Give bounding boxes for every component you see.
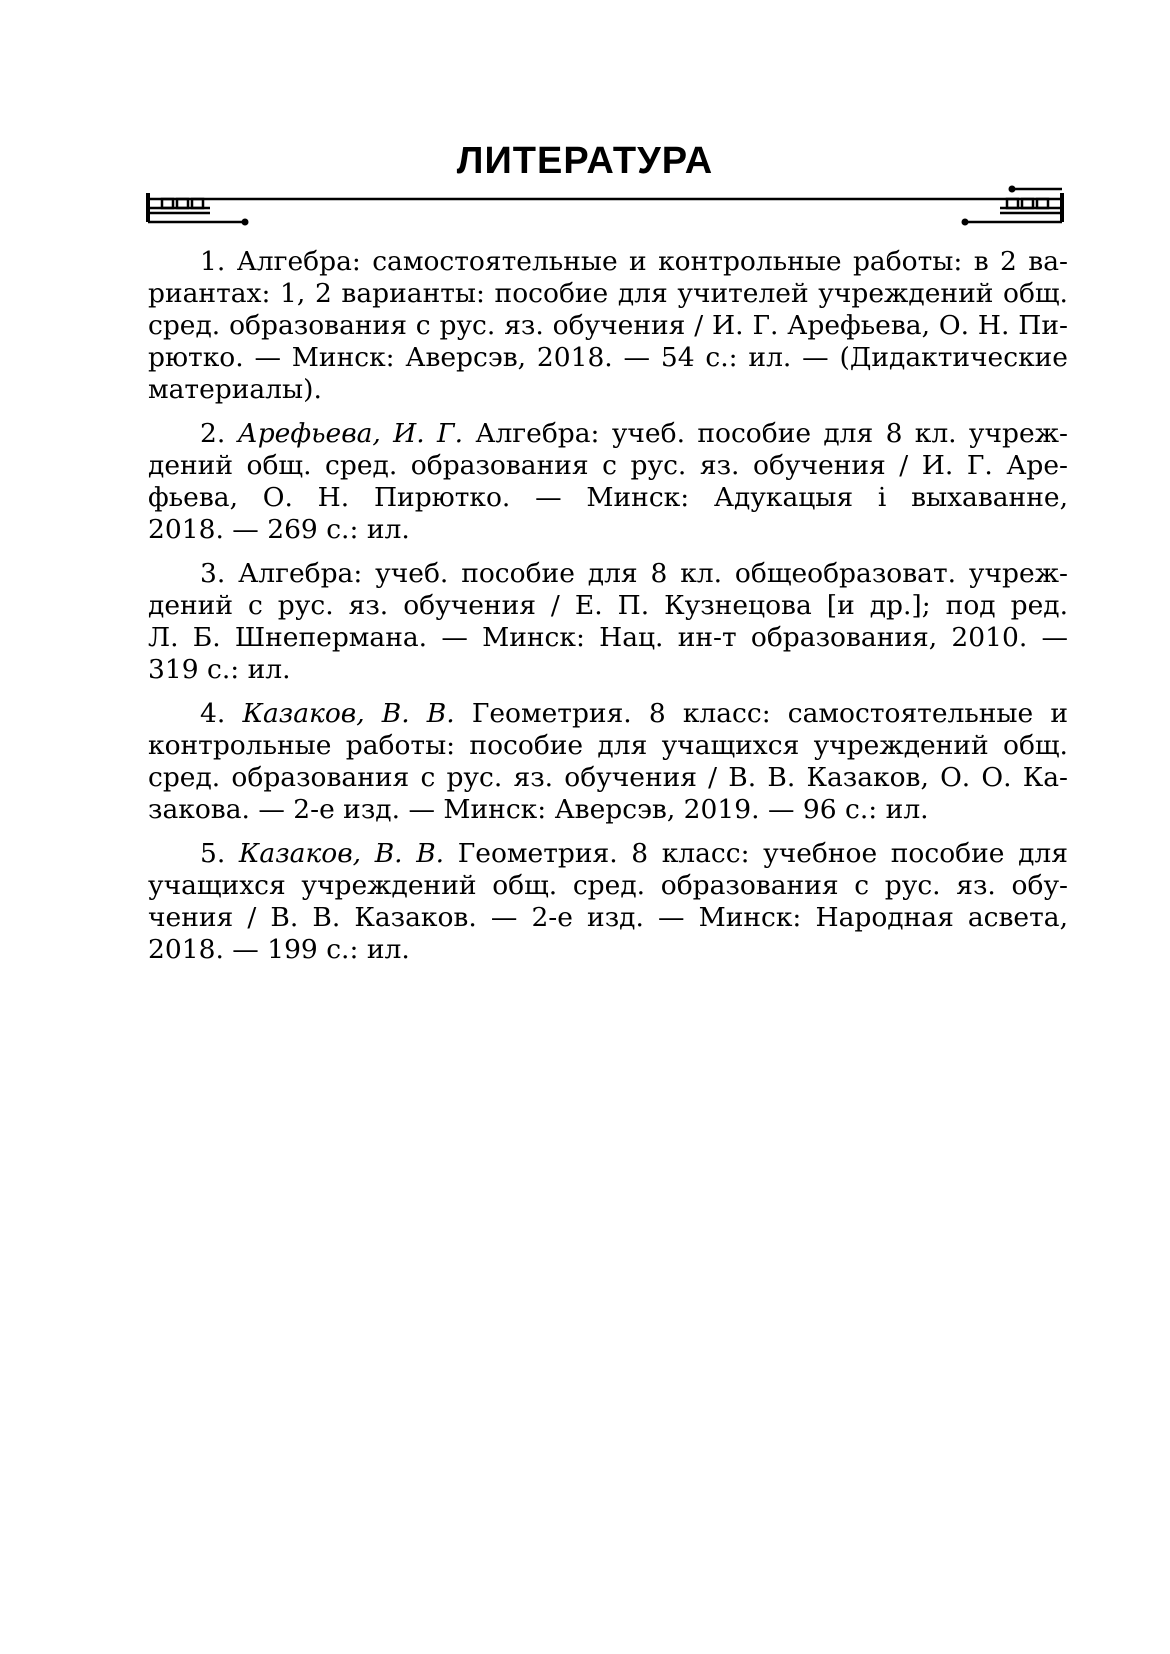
bibliography-entry [148,838,1068,966]
entry-line [148,730,1068,762]
entry-text: риантах: 1, 2 варианты: пособие для учителей учреждений общ. [148,278,1068,309]
entry-text: 319 с.: ил. [148,654,291,685]
entry-line [148,762,1068,794]
entry-text: фьева, О. Н. Пирютко. — Минск: Адукацыя і выхаванне, [148,482,1068,513]
entry-text: чения / В. В. Казаков. — 2-е изд. — Минск: Народная асвета, [148,902,1068,933]
entry-line [148,374,1068,406]
entry-text: Геометрия. 8 класс: учебное пособие для [457,838,1068,869]
entry-text: Л. Б. Шнепермана. — Минск: Нац. ин-т образования, 2010. — [148,622,1068,653]
bibliography-entry [148,418,1068,546]
entry-text: сред. образования с рус. яз. обучения / В. В. Казаков, О. О. Ка- [148,762,1068,793]
entry-line [148,482,1068,514]
entry-line [148,418,1068,450]
entry-author: Казаков, В. В. [242,698,455,729]
entry-text: Алгебра: самостоятельные и контрольные работы: в 2 ва- [236,246,1068,277]
entry-line [148,622,1068,654]
entry-line [148,654,1068,686]
bibliography-entry [148,558,1068,686]
entry-text: дений с рус. яз. обучения / Е. П. Кузнецова [и др.]; под ред. [148,590,1068,621]
entry-text: Алгебра: учеб. пособие для 8 кл. общеобразоват. учреж- [238,558,1068,589]
entry-number: 1. [200,246,226,277]
entry-number: 2. [200,418,226,449]
entry-text: закова. — 2-е изд. — Минск: Аверсэв, 2019. — 96 с.: ил. [148,794,929,825]
entry-text: Алгебра: учеб. пособие для 8 кл. учреж- [475,418,1068,449]
entry-line [148,342,1068,374]
entry-line [148,902,1068,934]
bibliography-entry [148,698,1068,826]
entry-number: 4. [200,698,226,729]
entry-line [148,590,1068,622]
entry-line [148,870,1068,902]
entry-number: 3. [200,558,226,589]
entry-line [148,934,1068,966]
entry-line [148,310,1068,342]
entry-text: дений общ. сред. образования с рус. яз. обучения / И. Г. Аре- [148,450,1068,481]
entry-line [148,450,1068,482]
entry-line [148,246,1068,278]
header-ornament [0,0,1170,240]
entry-line [148,558,1068,590]
bibliography-entry [148,246,1068,406]
entry-text: материалы). [148,374,322,405]
entry-line [148,794,1068,826]
entry-line [148,698,1068,730]
entry-text: Геометрия. 8 класс: самостоятельные и [471,698,1068,729]
entry-text: контрольные работы: пособие для учащихся учреждений общ. [148,730,1068,761]
entry-author: Казаков, В. В. [238,838,445,869]
entry-text: рютко. — Минск: Аверсэв, 2018. — 54 с.: ил. — (Дидактические [148,342,1068,373]
entry-author: Арефьева, И. Г. [237,418,464,449]
entry-line [148,278,1068,310]
entry-text: 2018. — 199 с.: ил. [148,934,410,965]
page-title: ЛИТЕРАТУРА [456,140,714,182]
entry-line [148,838,1068,870]
bibliography-list [148,246,1068,978]
entry-text: сред. образования с рус. яз. обучения / И. Г. Арефьева, О. Н. Пи- [148,310,1068,341]
entry-line [148,514,1068,546]
entry-text: 2018. — 269 с.: ил. [148,514,410,545]
entry-number: 5. [200,838,226,869]
entry-text: учащихся учреждений общ. сред. образования с рус. яз. обу- [148,870,1068,901]
